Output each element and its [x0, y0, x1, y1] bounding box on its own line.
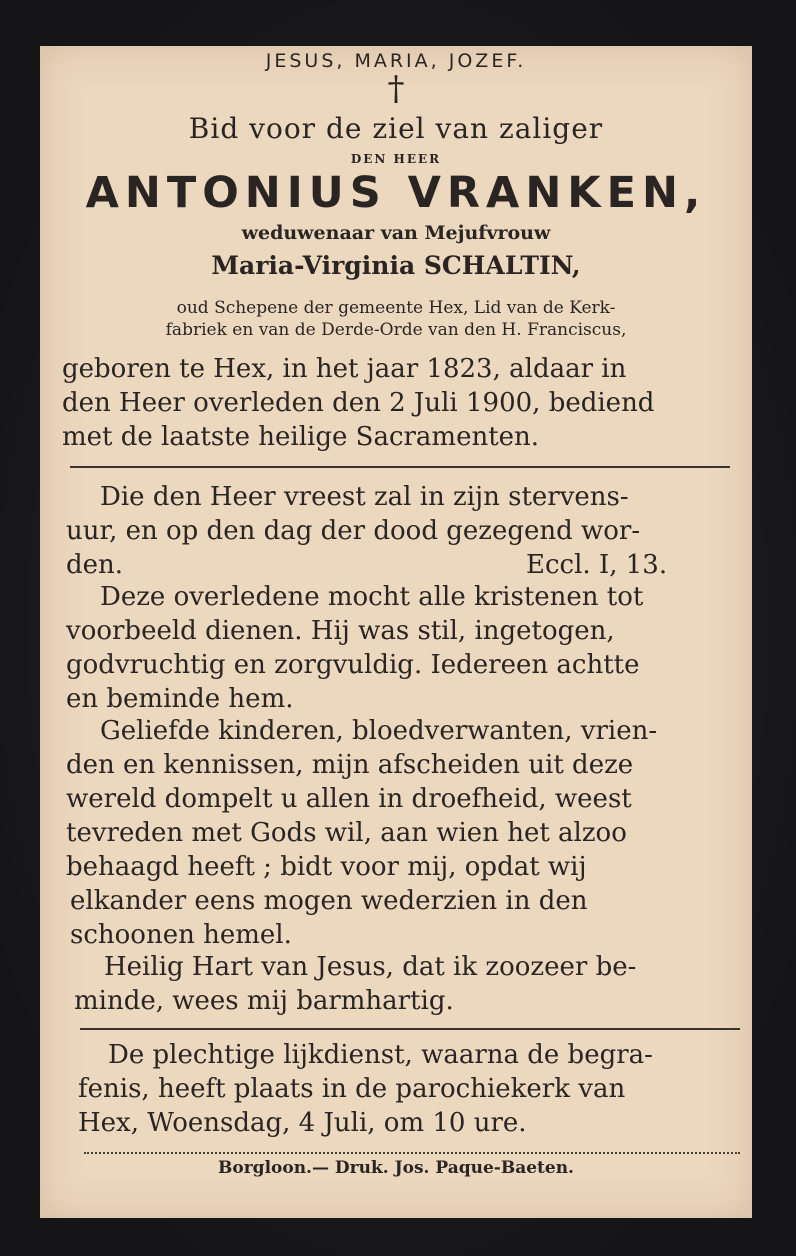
widower-line: weduwenaar van Mejufvrouw — [241, 222, 551, 244]
text-p3-line-2: minde, wees mij barmhartig. — [74, 986, 454, 1016]
prayer-intro: Bid voor de ziel van zaliger — [188, 112, 604, 145]
divider-2 — [80, 1028, 740, 1030]
text-p1-line-3: godvruchtig en zorgvuldig. Iedereen achtte — [66, 650, 640, 680]
text-p1-line-4: en beminde hem. — [66, 684, 294, 714]
cross-icon: † — [387, 69, 405, 109]
text-p2-line-7: schoonen hemel. — [70, 920, 292, 950]
text-p2-line-4: tevreden met Gods wil, aan wien het alzoo — [66, 818, 627, 848]
verse-line-2: uur, en op den dag der dood gezegend wor- — [66, 516, 641, 546]
text-p3-line-1: Heilig Hart van Jesus, dat ik zoozeer be- — [104, 952, 637, 982]
divider-1 — [70, 466, 730, 468]
funeral-line-3: Hex, Woensdag, 4 Juli, om 10 ure. — [78, 1108, 527, 1138]
text-p1-line-1: Deze overledene mocht alle kristenen tot — [100, 582, 644, 612]
memorial-card — [40, 46, 752, 1218]
verse-line-1: Die den Heer vreest zal in zijn stervens- — [100, 482, 629, 512]
funeral-line-1: De plechtige lijkdienst, waarna de begra- — [108, 1040, 653, 1070]
printer-credit: Borgloon.— Druk. Jos. Paque-Baeten. — [218, 1158, 574, 1178]
text-p2-line-3: wereld dompelt u allen in droefheid, weest — [66, 784, 632, 814]
dotted-divider — [84, 1152, 740, 1154]
verse-reference: Eccl. I, 13. — [526, 550, 668, 580]
title-prefix: DEN HEER — [350, 152, 442, 166]
text-p2-line-5: behaagd heeft ; bidt voor mij, opdat wij — [66, 852, 587, 882]
text-p2-line-1: Geliefde kinderen, bloedverwanten, vrien- — [100, 716, 658, 746]
offices-line-2: fabriek en van de Derde-Orde van den H. Franciscus, — [165, 320, 627, 340]
verse-line-3: den. — [66, 550, 124, 580]
text-p1-line-2: voorbeeld dienen. Hij was stil, ingetogen, — [66, 616, 615, 646]
text-p2-line-2: den en kennissen, mijn afscheiden uit deze — [66, 750, 634, 780]
bio-line-2: den Heer overleden den 2 Juli 1900, bediend — [62, 388, 655, 418]
bio-line-3: met de laatste heilige Sacramenten. — [62, 422, 540, 452]
spouse-name: Maria-Virginia SCHALTIN, — [211, 251, 581, 280]
header-invocation: JESUS, MARIA, JOZEF. — [265, 50, 527, 72]
deceased-name: ANTONIUS VRANKEN, — [85, 168, 707, 218]
text-p2-line-6: elkander eens mogen wederzien in den — [70, 886, 588, 916]
funeral-line-2: fenis, heeft plaats in de parochiekerk van — [78, 1074, 626, 1104]
offices-line-1: oud Schepene der gemeente Hex, Lid van de Kerk- — [176, 298, 616, 318]
bio-line-1: geboren te Hex, in het jaar 1823, aldaar in — [62, 354, 627, 384]
